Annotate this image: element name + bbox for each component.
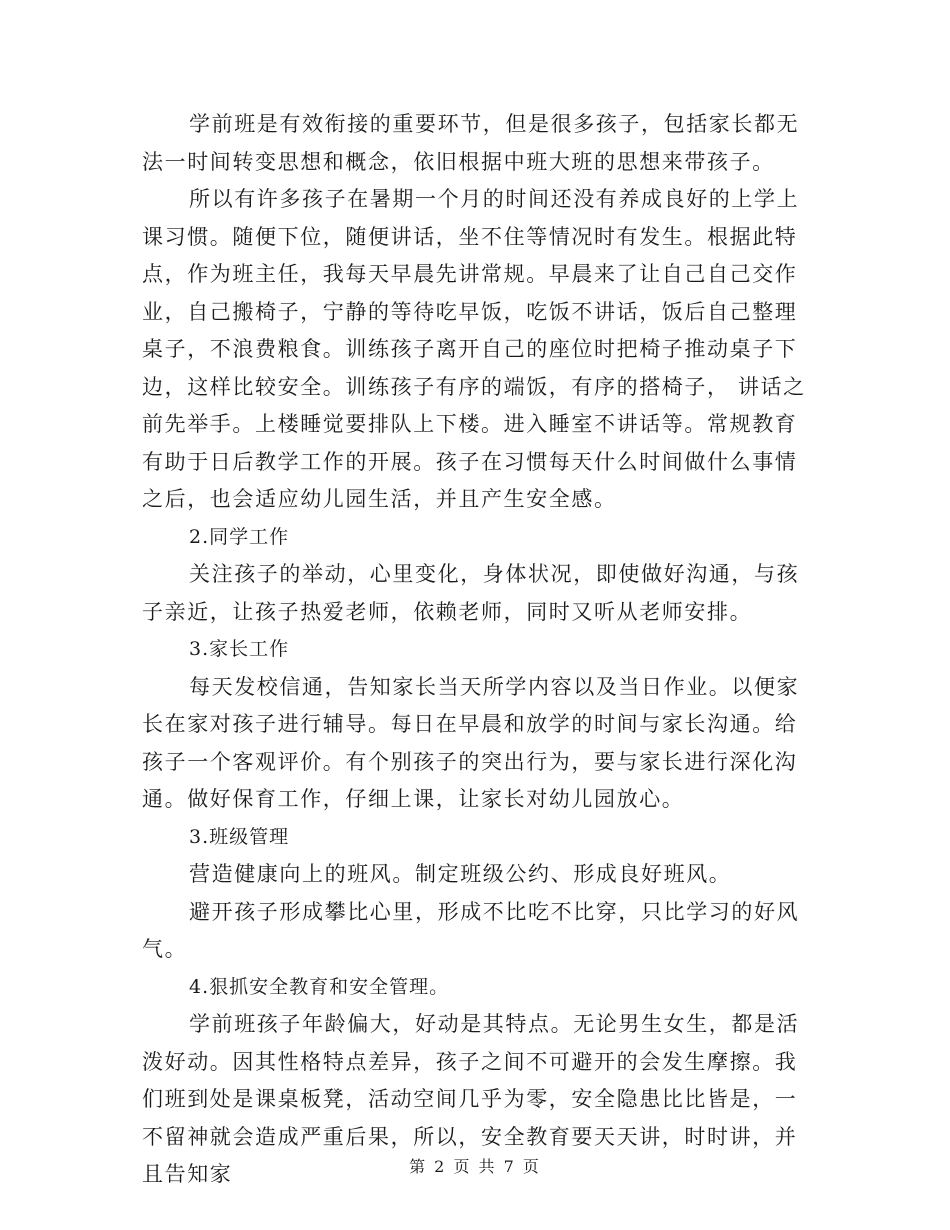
section-heading: 2.同学工作 [189,525,290,548]
paragraph: 学前班是有效衔接的重要环节，但是很多孩子，包括家长都无法一时间转变思想和概念，依旧根据中班大班的思想来带孩子。 [142,112,800,174]
section-heading: 3.家长工作 [189,638,290,660]
section-heading: 3.班级管理 [189,825,290,848]
paragraph: 避开孩子形成攀比心里，形成不比吃不比穿，只比学习的好风气。 [142,899,800,961]
section-heading: 4.狠抓安全教育和安全管理。 [189,975,450,998]
page-number: 第 2 页 共 7 页 [409,1157,541,1176]
paragraph: 学前班孩子年龄偏大，好动是其特点。无论男生女生，都是活泼好动。因其性格特点差异，孩子之间不可避开的会发生摩擦。我们班到处是课桌板凳，活动空间几乎为零，安全隐患比比皆是，一不留神就会造成严重后果，所以，安全教育要天天讲，时时讲，并且告知家 [142,1012,800,1186]
paragraph: 每天发校信通，告知家长当天所学内容以及当日作业。以便家长在家对孩子进行辅导。每日在早晨和放学的时间与家长沟通。给孩子一个客观评价。有个别孩子的突出行为，要与家长进行深化沟通。做好保育工作，仔细上课，让家长对幼儿园放心。 [142,674,800,811]
paragraph: 所以有许多孩子在暑期一个月的时间还没有养成良好的上学上课习惯。随便下位，随便讲话，坐不住等情况时有发生。根据此特点，作为班主任，我每天早晨先讲常规。早晨来了让自己自己交作业，自己搬椅子，宁静的等待吃早饭，吃饭不讲话，饭后自己整理桌子，不浪费粮食。训练孩子离开自己的座位时把椅子推动桌子下边，这样比较安全。训练孩子有序的端饭，有序的搭椅子， 讲话之前先举手。上楼睡觉要排队上下楼。进入睡室不讲话等。常规教育有助于日后教学工作的开展。孩子在习惯每天什么时间做什么事情之后，也会适应幼儿园生活，并且产生安全感。 [142,187,806,511]
paragraph: 营造健康向上的班风。制定班级公约、形成良好班风。 [189,862,732,886]
page-footer [0,1154,950,1177]
document-body [142,106,812,1194]
paragraph: 关注孩子的举动，心里变化，身体状况，即使做好沟通，与孩子亲近，让孩子热爱老师，依赖老师，同时又听从老师安排。 [142,562,800,624]
